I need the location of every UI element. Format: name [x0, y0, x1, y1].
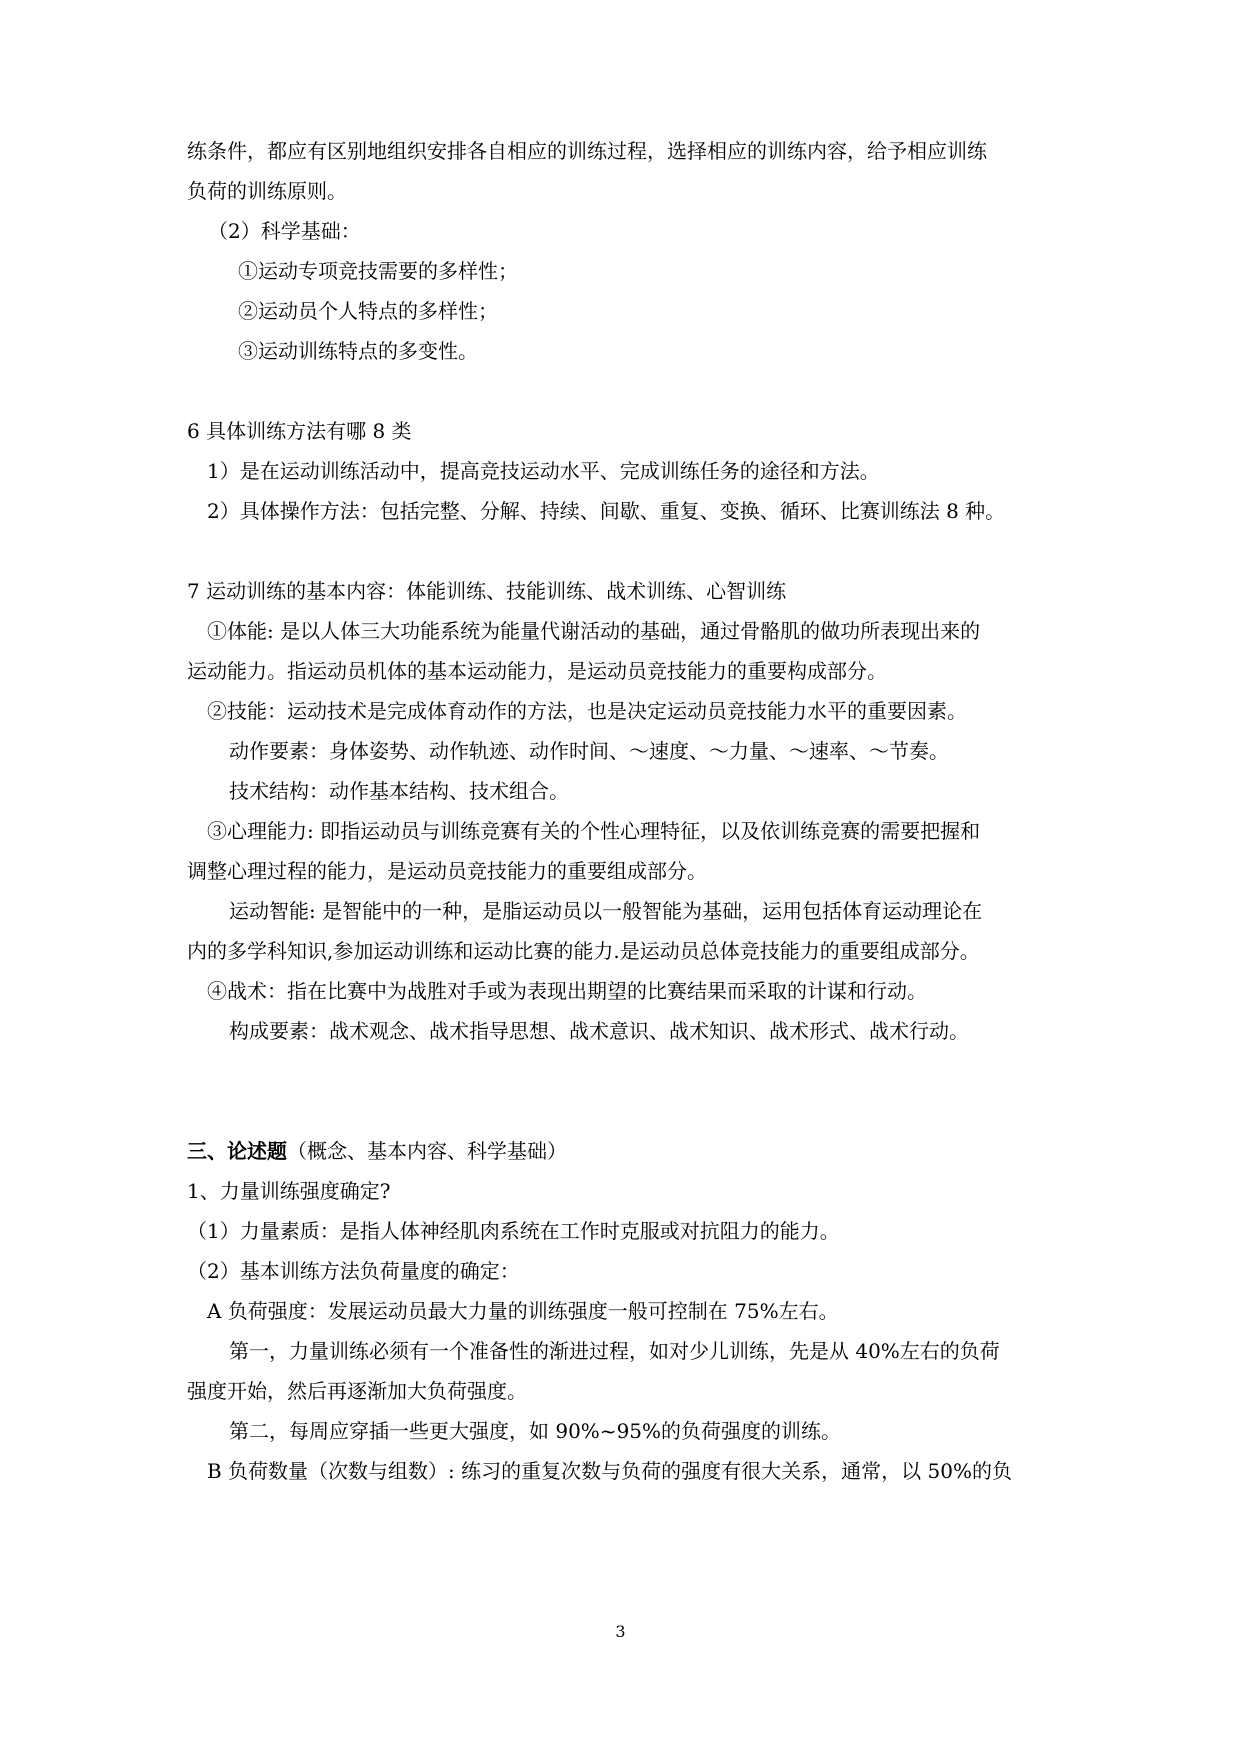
text-line: ①体能: 是以人体三大功能系统为能量代谢活动的基础，通过骨骼肌的做功所表现出来的 [207, 619, 981, 643]
question-heading: 1、力量训练强度确定? [187, 1179, 391, 1203]
text-line: 运动能力。指运动员机体的基本运动能力，是运动员竞技能力的重要构成部分。 [187, 659, 887, 683]
text-line: ②技能：运动技术是完成体育动作的方法，也是决定运动员竞技能力水平的重要因素。 [207, 699, 967, 723]
question-heading: 7 运动训练的基本内容：体能训练、技能训练、战术训练、心智训练 [187, 579, 787, 603]
text-line: B 负荷数量（次数与组数）: 练习的重复次数与负荷的强度有很大关系，通常，以 50%的负 [207, 1459, 1012, 1483]
text-line: A 负荷强度：发展运动员最大力量的训练强度一般可控制在 75%左右。 [207, 1299, 839, 1323]
text-line: 调整心理过程的能力，是运动员竞技能力的重要组成部分。 [187, 859, 707, 883]
section-subtitle: （概念、基本内容、科学基础） [287, 1139, 567, 1163]
text-line: 2）具体操作方法：包括完整、分解、持续、间歇、重复、变换、循环、比赛训练法 8 种。 [207, 499, 1006, 523]
text-line: 第二，每周应穿插一些更大强度，如 90%~95%的负荷强度的训练。 [229, 1419, 842, 1443]
text-line: 第一，力量训练必须有一个准备性的渐进过程，如对少儿训练，先是从 40%左右的负荷 [229, 1339, 1000, 1363]
text-line: 技术结构：动作基本结构、技术组合。 [229, 779, 569, 803]
text-line: （2）基本训练方法负荷量度的确定： [187, 1259, 520, 1283]
text-line: （2）科学基础： [208, 219, 361, 243]
text-line: 内的多学科知识,参加运动训练和运动比赛的能力.是运动员总体竞技能力的重要组成部分。 [187, 939, 980, 963]
text-line: ③心理能力: 即指运动员与训练竞赛有关的个性心理特征，以及依训练竞赛的需要把握和 [207, 819, 981, 843]
text-line: （1）力量素质：是指人体神经肌肉系统在工作时克服或对抗阻力的能力。 [187, 1219, 840, 1243]
text-line: ④战术：指在比赛中为战胜对手或为表现出期望的比赛结果而采取的计谋和行动。 [207, 979, 927, 1003]
page-number: 3 [615, 1622, 626, 1641]
question-heading: 6 具体训练方法有哪 8 类 [187, 419, 412, 443]
text-line: 构成要素：战术观念、战术指导思想、战术意识、战术知识、战术形式、战术行动。 [229, 1019, 969, 1043]
section-heading [187, 1138, 567, 1164]
section-title: 三、论述题 [187, 1139, 287, 1163]
list-item: ③运动训练特点的多变性。 [238, 339, 478, 363]
list-item: ①运动专项竞技需要的多样性； [238, 259, 518, 283]
text-line: 强度开始，然后再逐渐加大负荷强度。 [187, 1379, 527, 1403]
text-line: 负荷的训练原则。 [187, 179, 347, 203]
list-item: ②运动员个人特点的多样性； [238, 299, 498, 323]
text-line: 练条件，都应有区别地组织安排各自相应的训练过程，选择相应的训练内容，给予相应训练 [187, 139, 987, 163]
text-line: 运动智能: 是智能中的一种，是脂运动员以一般智能为基础，运用包括体育运动理论在 [229, 899, 983, 923]
text-line: 动作要素：身体姿势、动作轨迹、动作时间、～速度、～力量、～速率、～节奏。 [229, 739, 949, 763]
text-line: 1）是在运动训练活动中，提高竞技运动水平、完成训练任务的途径和方法。 [207, 459, 880, 483]
